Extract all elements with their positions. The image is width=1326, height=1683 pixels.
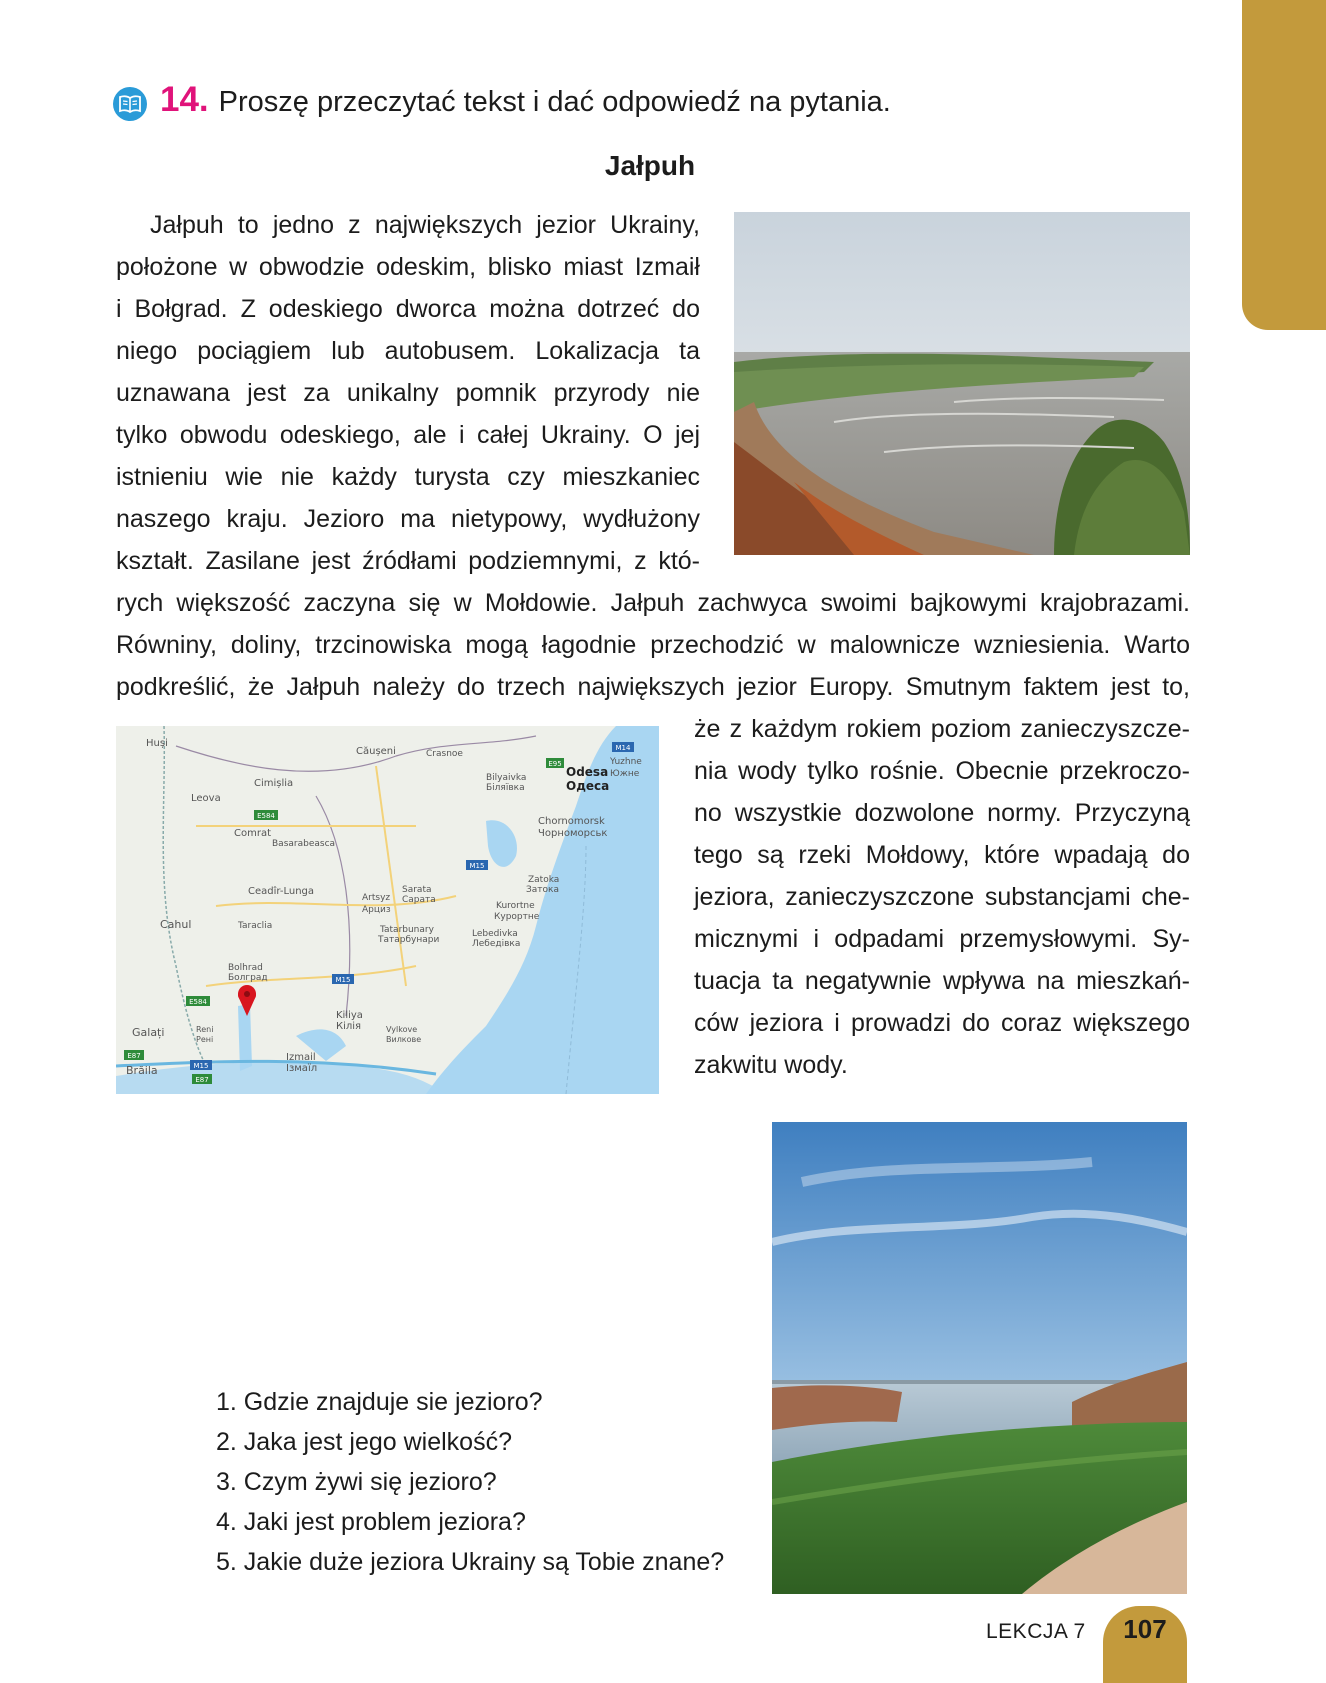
- map-label: Біляївка: [486, 783, 525, 793]
- map-label: Татарбунари: [378, 935, 440, 945]
- text-line: tego są rzeki Mołdowy, które wpadają do: [694, 841, 1190, 869]
- road-sign: [124, 1050, 144, 1060]
- road-sign: [192, 1074, 212, 1084]
- text-line: ców jeziora i prowadzi do coraz większego: [694, 1009, 1190, 1037]
- map-label: Vylkove: [386, 1025, 418, 1034]
- road-sign: [332, 974, 354, 984]
- svg-text:E87: E87: [127, 1052, 141, 1060]
- text-line: Równiny, doliny, trzcinowiska mogą łagodnie przechodzić w malownicze wzniesienia. Warto: [116, 631, 1190, 659]
- text-line: zakwitu wody.: [694, 1051, 848, 1079]
- text-line: naszego kraju. Jezioro ma nietypowy, wydłużony: [116, 505, 700, 533]
- map-label: Kurortne: [496, 901, 535, 911]
- map-label: Brăila: [126, 1064, 158, 1077]
- chapter-tab: [1242, 0, 1326, 330]
- map-label: Затока: [526, 885, 559, 895]
- map-label: Кілія: [336, 1021, 362, 1032]
- svg-text:E87: E87: [195, 1076, 209, 1084]
- text-line: i Bołgrad. Z odeskiego dworca można dotrzeć do: [116, 295, 700, 323]
- exercise-header: [160, 80, 891, 130]
- text-title: Jałpuh: [604, 150, 696, 181]
- map-label: Чорноморськ: [538, 828, 608, 839]
- map-label: Рені: [196, 1035, 214, 1044]
- map-label: Izmail: [286, 1052, 316, 1063]
- page-number-tab: [1103, 1606, 1187, 1683]
- text-line: istnieniu wie nie każdy turysta czy mieszkaniec: [116, 463, 700, 491]
- map-label: Crasnoe: [426, 749, 463, 759]
- svg-text:M14: M14: [615, 744, 631, 752]
- map-label: Chornomorsk: [538, 816, 605, 827]
- open-book-icon: [113, 87, 147, 121]
- text-line: no wszystkie dozwolone normy. Przyczyną: [694, 799, 1190, 827]
- question-item: 1. Gdzie znajduje sie jezioro?: [216, 1388, 543, 1416]
- text-line: micznymi i odpadami przemysłowymi. Sy-: [694, 925, 1190, 953]
- map-label: Bilyaivka: [486, 773, 527, 783]
- map-label: Южне: [610, 769, 640, 779]
- road-sign: [546, 758, 564, 768]
- question-item: 4. Jaki jest problem jeziora?: [216, 1508, 526, 1536]
- map-label: Taraclia: [238, 921, 273, 931]
- paragraph-column-right: [694, 708, 1190, 1086]
- exercise-number: 14.: [160, 80, 209, 119]
- map-label: Odesa: [566, 765, 609, 779]
- road-sign: [612, 742, 634, 752]
- map-label: Zatoka: [528, 875, 560, 885]
- exercise-instruction: Proszę przeczytać tekst i dać odpowiedź na pytania.: [218, 86, 891, 118]
- text-line: tylko obwodu odeskiego, ale i całej Ukrainy. O jej: [116, 421, 700, 449]
- question-list: [216, 1382, 724, 1582]
- map-label: Вилкове: [386, 1035, 422, 1044]
- map-label: Reni: [196, 1025, 214, 1034]
- svg-text:M15: M15: [469, 862, 485, 870]
- text-line: podkreślić, że Jałpuh należy do trzech największych jezior Europy. Smutnym faktem jest to,: [116, 673, 1190, 701]
- text-line: niego pociągiem lub autobusem. Lokalizacja ta: [116, 337, 700, 365]
- road-sign: [466, 860, 488, 870]
- map-label: Болград: [228, 973, 268, 983]
- map-label: Sarata: [402, 885, 432, 895]
- text-line: kształt. Zasilane jest źródłami podziemnymi, z któ-: [116, 547, 700, 575]
- road-sign: [254, 810, 278, 820]
- map-label: Cahul: [160, 918, 192, 931]
- map-label: Lebedivka: [472, 929, 518, 939]
- svg-text:M15: M15: [193, 1062, 209, 1070]
- map-label: Basarabeasca: [272, 839, 336, 849]
- text-line: jeziora, zanieczyszczone substancjami che-: [694, 883, 1190, 911]
- text-line: rych większość zaczyna się w Mołdowie. Jałpuh zachwyca swoimi bajkowymi krajobrazami.: [116, 589, 1190, 617]
- map-label: Căușeni: [356, 746, 396, 757]
- map-label: Tatarbunary: [380, 925, 434, 935]
- lesson-label: LEKCJA 7: [986, 1620, 1086, 1643]
- map-label: Ізмаїл: [286, 1063, 318, 1074]
- map-label: Huși: [146, 738, 168, 749]
- map-label: Kiliya: [336, 1010, 363, 1021]
- map-label: Bolhrad: [228, 963, 263, 973]
- paragraph-full-width: [116, 582, 1190, 708]
- map-label: Yuzhne: [610, 757, 642, 767]
- map-label: Ceadîr-Lunga: [248, 886, 315, 897]
- text-line: tuacja ta negatywnie wpływa na mieszkań-: [694, 967, 1190, 995]
- text-line: położone w obwodzie odeskim, blisko miast Izmaił: [116, 253, 700, 281]
- lake-grass-photo: [772, 1122, 1187, 1594]
- map-label: Одеса: [566, 779, 610, 793]
- question-item: 5. Jakie duże jeziora Ukrainy są Tobie znane?: [216, 1548, 725, 1576]
- paragraph-column-left: [116, 204, 700, 582]
- map-label: Курортне: [494, 912, 540, 922]
- map-label: Leova: [191, 793, 221, 804]
- svg-text:E584: E584: [189, 998, 207, 1006]
- text-line: nia wody tylko rośnie. Obecnie przekroczo-: [694, 757, 1190, 785]
- lake-shore-photo: [734, 212, 1190, 555]
- question-item: 3. Czym żywi się jezioro?: [216, 1468, 497, 1496]
- svg-text:M15: M15: [335, 976, 351, 984]
- text-line: Jałpuh to jedno z największych jezior Ukrainy,: [150, 211, 700, 239]
- map-label: Лебедівка: [472, 939, 521, 949]
- map-label: Artsyz: [362, 893, 391, 903]
- text-line: że z każdym rokiem poziom zanieczyszcze-: [694, 715, 1190, 743]
- map-label: Арциз: [362, 905, 391, 915]
- map-label: Galați: [132, 1026, 165, 1039]
- svg-text:E584: E584: [257, 812, 275, 820]
- road-sign: [186, 996, 210, 1006]
- road-sign: [190, 1060, 212, 1070]
- region-map: [116, 726, 659, 1094]
- text-line: uznawana jest za unikalny pomnik przyrody nie: [116, 379, 700, 407]
- map-label: Сарата: [402, 895, 436, 905]
- page-number: 107: [1123, 1614, 1167, 1644]
- svg-text:E95: E95: [548, 760, 562, 768]
- question-item: 2. Jaka jest jego wielkość?: [216, 1428, 512, 1456]
- map-label: Comrat: [234, 828, 272, 839]
- map-label: Cimișlia: [254, 778, 294, 789]
